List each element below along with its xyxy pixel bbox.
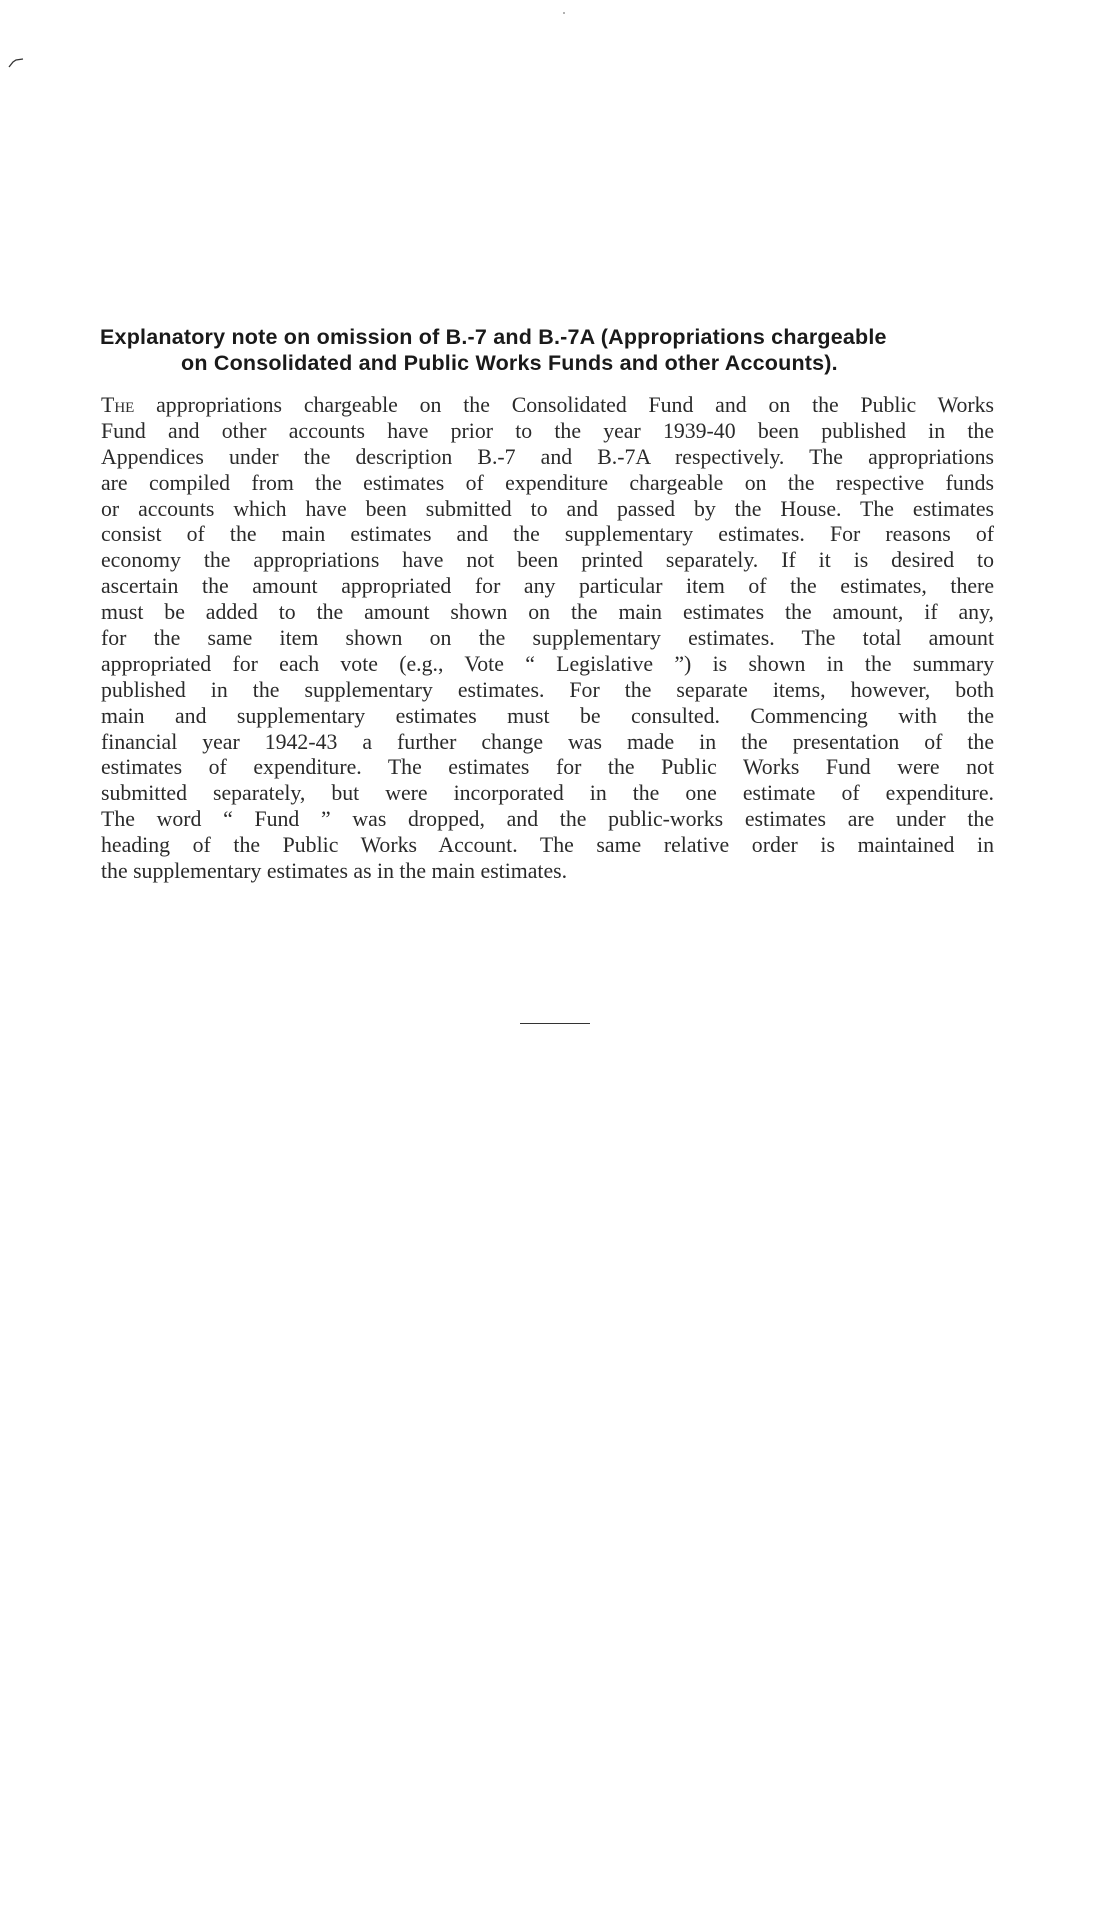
- body-line-2: Fund and other accounts have prior to the year 1939-40 been published in the: [101, 418, 994, 443]
- body-line-13: main and supplementary estimates must be consulted. Commencing with the: [101, 703, 994, 728]
- body-line-14: financial year 1942-43 a further change was made in the presentation of the: [101, 729, 994, 754]
- body-line-15: estimates of expenditure. The estimates for the Public Works Fund were not: [101, 755, 994, 780]
- body-line-7: economy the appropriations have not been printed separately. If it is desired to: [101, 548, 994, 573]
- body-line-4: are compiled from the estimates of expenditure chargeable on the respective funds: [101, 470, 994, 495]
- body-line-17: The word “ Fund ” was dropped, and the public-works estimates are under the: [101, 807, 994, 832]
- body-line-1: The appropriations chargeable on the Consolidated Fund and on the Public Works: [101, 393, 994, 417]
- closing-rule: [520, 1023, 590, 1024]
- body-line-18: heading of the Public Works Account. The same relative order is maintained in: [101, 833, 994, 858]
- body-line-19: the supplementary estimates as in the main estimates.: [101, 859, 568, 884]
- body-line-10: for the same item shown on the supplementary estimates. The total amount: [101, 626, 994, 651]
- note-body: [101, 393, 994, 885]
- body-line-12: published in the supplementary estimates. For the separate items, however, both: [101, 677, 994, 702]
- body-line-5: or accounts which have been submitted to and passed by the House. The estimates: [101, 496, 994, 521]
- note-heading: [100, 324, 1000, 376]
- scan-speck: [563, 12, 565, 14]
- body-line-9: must be added to the amount shown on the main estimates the amount, if any,: [101, 600, 994, 625]
- heading-line-2: on Consolidated and Public Works Funds and other Accounts).: [181, 351, 838, 375]
- body-line-6: consist of the main estimates and the supplementary estimates. For reasons of: [101, 522, 994, 547]
- corner-pencil-mark: [8, 58, 24, 68]
- heading-line-1: Explanatory note on omission of B.-7 and B.-7A (Appropriations chargeable: [100, 325, 887, 349]
- lead-word: The: [101, 393, 135, 417]
- body-line-16: submitted separately, but were incorporated in the one estimate of expenditure.: [101, 781, 994, 806]
- body-line-8: ascertain the amount appropriated for any particular item of the estimates, there: [101, 574, 994, 599]
- body-line-3: Appendices under the description B.-7 and B.-7A respectively. The appropriations: [101, 444, 994, 469]
- body-line-11: appropriated for each vote (e.g., Vote “ Legislative ”) is shown in the summary: [101, 651, 994, 676]
